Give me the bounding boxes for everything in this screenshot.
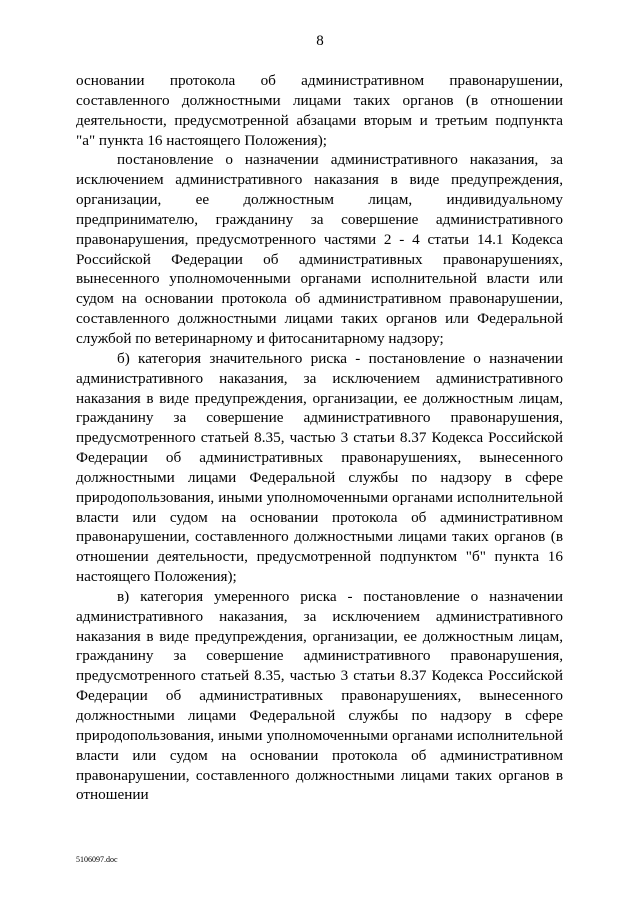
paragraph-significant-risk: б) категория значительного риска - постановление о назначении административного наказания, за исключением административного наказания в виде предупреждения, организации, ее должностным лицам, гражданину за совершение административного правонарушения, предусмотренного статьей 8.35, частью 3 статьи 8.37 Кодекса Российской Федерации об административных правонарушениях, вынесенного должностными лицами Федеральной службы по надзору в сфере природопользования, иными уполномоченными органами исполнительной власти или судом на основании протокола об административном правонарушении, составленного должностными лицами таких органов (в отношении деятельности, предусмотренной подпунктом "б" пункта 16 настоящего Положения); (76, 349, 563, 586)
paragraph-continuation: основании протокола об административном правонарушении, составленного должностными лицами таких органов (в отношении деятельности, предусмотренной абзацами вторым и третьим подпункта "а" пункта 16 настоящего Положения); (76, 72, 563, 149)
page-number: 8 (316, 33, 324, 49)
paragraph-resolution: постановление о назначении административного наказания, за исключением административного наказания в виде предупреждения, организации, ее должностным лицам, индивидуальному предпринимателю, гражданину за совершение административного правонарушения, предусмотренного частями 2 - 4 статьи 14.1 Кодекса Российской Федерации об административных правонарушениях, вынесенного уполномоченными органами исполнительной власти или судом на основании протокола об административном правонарушении, составленного должностными лицами таких органов или Федеральной службой по ветеринарному и фитосанитарному надзору; (76, 151, 563, 347)
document-filename: 5106097.doc (76, 855, 118, 864)
paragraph-moderate-risk: в) категория умеренного риска - постановление о назначении административного наказания, за исключением административного наказания в виде предупреждения, организации, ее должностным лицам, гражданину за совершение административного правонарушения, предусмотренного статьей 8.35, частью 3 статьи 8.37 Кодекса Российской Федерации об административных правонарушениях, вынесенного должностными лицами Федеральной службы по надзору в сфере природопользования, иными уполномоченными органами исполнительной власти или судом на основании протокола об административном правонарушении, составленного должностными лицами таких органов в отношении (76, 587, 563, 804)
document-body (76, 71, 563, 805)
